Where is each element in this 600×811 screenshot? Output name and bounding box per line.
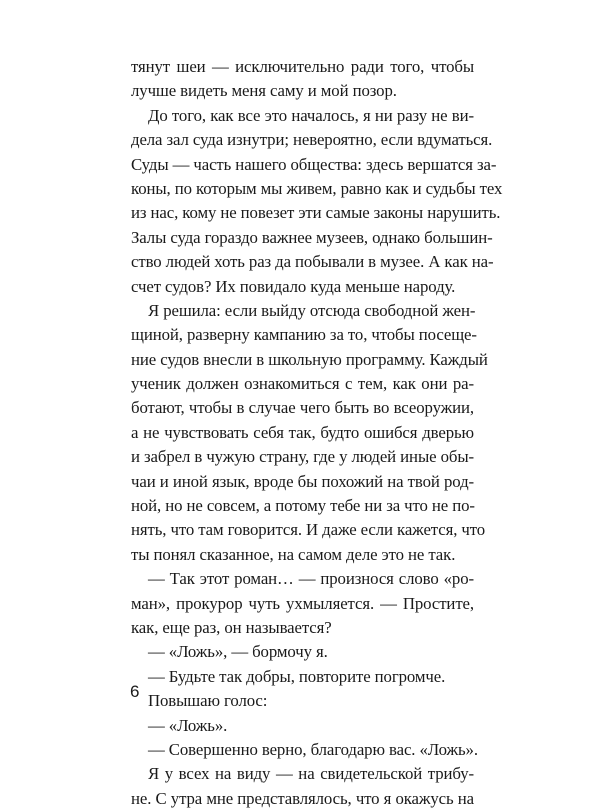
page-text [131,55,503,811]
text-line: нять, что там говорится. И даже если кажется, что [131,520,486,540]
text-line: из нас, кому не повезет эти самые законы нарушить. [131,203,501,223]
text-line: тянут шеи — исключительно ради того, чтобы [131,57,474,76]
page-number: 6 [130,682,140,701]
text-line: Я у всех на виду — на свидетельской трибу- [148,764,474,784]
text-line: — «Ложь». [148,715,228,735]
text-line: Повышаю голос: [148,691,268,711]
text-line: и забрел в чужую страну, где у людей иные обы- [131,447,474,467]
text-line: ство людей хоть раз да побывали в музее. А как на- [131,252,494,272]
text-line: коны, по которым мы живем, равно как и судьбы тех [131,178,503,198]
text-line: лучше видеть меня саму и мой позор. [131,81,397,101]
text-line: — Совершенно верно, благодарю вас. «Ложь». [148,739,478,759]
text-line: ной, но не совсем, а потому тебе ни за что не по- [131,496,475,516]
text-line: ние судов внесли в школьную программу. Каждый [131,349,488,369]
text-line: щиной, разверну кампанию за то, чтобы посеще- [131,325,477,345]
text-line: а не чувствовать себя так, будто ошибся дверью [131,422,474,442]
text-line: Я решила: если выйду отсюда свободной жен- [148,300,476,320]
text-line: дела зал суда изнутри; невероятно, если вдуматься. [131,130,493,150]
text-line: чаи и иной язык, вроде бы похожий на твой род- [131,471,474,491]
text-line: — «Ложь», — бормочу я. [148,642,328,662]
text-line: ботают, чтобы в случае чего быть во всеоружии, [131,398,474,418]
text-line: Залы суда гораздо важнее музеев, однако большин- [131,227,493,247]
text-line: как, еще раз, он называется? [131,617,332,637]
text-line: Суды — часть нашего общества: здесь вершатся за- [131,154,497,174]
text-line: До того, как все это началось, я ни разу не ви- [148,105,474,125]
text-line: — Так этот роман… — произнося слово «ро- [148,569,474,589]
text-line: ученик должен ознакомиться с тем, как они ра- [131,374,474,394]
text-line: ман», прокурор чуть ухмыляется. — Простите, [131,593,474,613]
text-line: ты понял сказанное, на самом деле это не так. [131,544,456,564]
text-line: — Будьте так добры, повторите погромче. [148,666,446,686]
text-line: счет судов? Их повидало куда меньше народу. [131,276,456,296]
text-line: не. С утра мне представлялось, что я окажусь на [131,788,474,808]
